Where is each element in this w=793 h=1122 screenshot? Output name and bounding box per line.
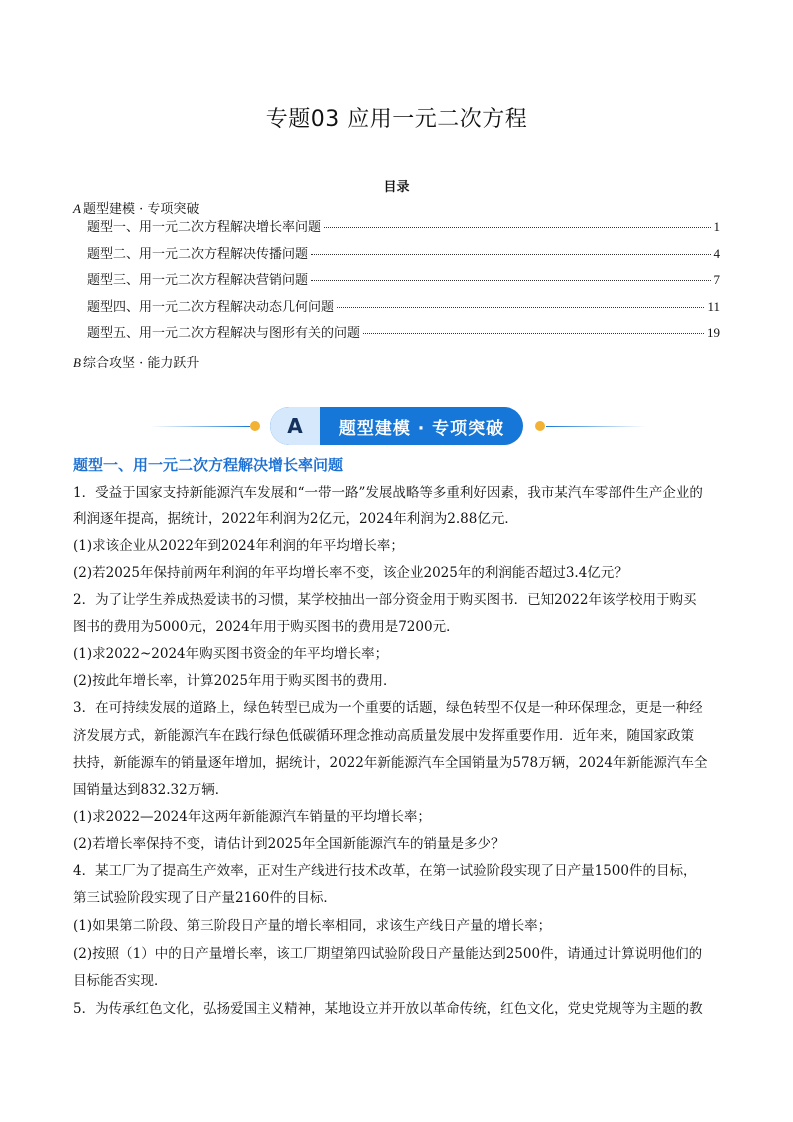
- toc-item-page: 1: [713, 219, 720, 234]
- toc-item[interactable]: [87, 243, 720, 263]
- problem-line: 第三试验阶段实现了日产量2160件的目标．: [73, 890, 337, 906]
- problem-line: 4．某工厂为了提高生产效率，正对生产线进行技术改革，在第一试验阶段实现了日产量1500件的目标，: [73, 863, 697, 879]
- banner-letter: A: [270, 407, 320, 445]
- toc-item[interactable]: [87, 322, 720, 342]
- problem-line: (1)求2022—2024年这两年新能源汽车销量的平均增长率；: [73, 809, 431, 825]
- toc-item-page: 11: [707, 299, 720, 314]
- problem-line: (1)求2022~2024年购买图书资金的年平均增长率；: [73, 646, 389, 662]
- toc-section-b-letter: B: [73, 355, 81, 370]
- toc-leader-dots: [311, 254, 710, 255]
- banner-right-dot: [535, 421, 545, 431]
- banner-pill: [270, 407, 523, 445]
- problem-line: 5．为传承红色文化，弘扬爱国主义精神，某地设立并开放以革命传统，红色文化，党史党规等为主题的教: [73, 1001, 703, 1017]
- toc-section-a-letter: A: [73, 201, 81, 216]
- toc-item-label: 题型二、用一元二次方程解决传播问题: [87, 247, 309, 262]
- page-title: 专题03 应用一元二次方程: [265, 107, 528, 132]
- problem-line: (2)按照（1）中的日产量增长率，该工厂期望第四试验阶段日产量能达到2500件，请通过计算说明他们的: [73, 946, 703, 962]
- problem-line: 扶持，新能源车的销量逐年增加，据统计，2022年新能源汽车全国销量为578万辆，2024年新能源汽车全: [73, 755, 708, 771]
- problem-line: 国销量达到832.32万辆．: [73, 782, 229, 798]
- toc-leader-dots: [337, 307, 704, 308]
- toc-section-a-text: 题型建模 · 专项突破: [82, 202, 200, 217]
- banner-text: 题型建模 · 专项突破: [338, 418, 505, 439]
- toc-item-label: 题型三、用一元二次方程解决营销问题: [87, 273, 309, 288]
- problem-line: (2)若增长率保持不变，请估计到2025年全国新能源汽车的销量是多少？: [73, 836, 505, 852]
- problem-line: 济发展方式，新能源汽车在践行绿色低碳循环理念推动高质量发展中发挥重要作用．近年来，随国家政策: [73, 728, 694, 744]
- toc-section-a[interactable]: [73, 198, 199, 217]
- banner-left-line: [150, 426, 250, 427]
- toc-item-label: 题型四、用一元二次方程解决动态几何问题: [87, 300, 335, 315]
- toc-heading: 目录: [383, 180, 410, 195]
- problem-line: 3．在可持续发展的道路上，绿色转型已成为一个重要的话题，绿色转型不仅是一种环保理念，更是一种经: [73, 700, 703, 716]
- toc-item-page: 4: [713, 246, 720, 261]
- problem-line: (1)如果第二阶段、第三阶段日产量的增长率相同，求该生产线日产量的增长率；: [73, 918, 552, 934]
- section-banner: [0, 404, 793, 448]
- problem-line: (2)按此年增长率，计算2025年用于购买图书的费用．: [73, 673, 397, 689]
- toc-leader-dots: [363, 333, 704, 334]
- toc-item-page: 19: [707, 325, 720, 340]
- toc-item-page: 7: [713, 272, 720, 287]
- banner-left-dot: [250, 421, 260, 431]
- toc-item-label: 题型一、用一元二次方程解决增长率问题: [87, 220, 322, 235]
- toc-item[interactable]: [87, 216, 720, 236]
- banner-right-line: [546, 426, 646, 427]
- problem-line: 图书的费用为5000元，2024年用于购买图书的费用是7200元．: [73, 619, 460, 635]
- toc-section-b[interactable]: [73, 352, 199, 371]
- section-title: 题型一、用一元二次方程解决增长率问题: [73, 456, 344, 474]
- toc-section-b-text: 综合攻坚 · 能力跃升: [82, 356, 200, 371]
- problem-line: (1)求该企业从2022年到2024年利润的年平均增长率；: [73, 538, 404, 554]
- toc-item-label: 题型五、用一元二次方程解决与图形有关的问题: [87, 326, 361, 341]
- problem-line: (2)若2025年保持前两年利润的年平均增长率不变，该企业2025年的利润能否超过3.4亿元？: [73, 565, 628, 581]
- toc-leader-dots: [311, 280, 710, 281]
- problem-line: 利润逐年提高，据统计，2022年利润为2亿元，2024年利润为2.88亿元．: [73, 511, 518, 527]
- problem-line: 1．受益于国家支持新能源汽车发展和“一带一路”发展战略等多重利好因素，我市某汽车零部件生产企业的: [73, 485, 703, 501]
- problem-line: 2．为了让学生养成热爱读书的习惯，某学校抽出一部分资金用于购买图书．已知2022年该学校用于购买: [73, 592, 697, 608]
- problem-line: 目标能否实现．: [73, 973, 168, 989]
- toc-item[interactable]: [87, 296, 720, 316]
- toc-leader-dots: [324, 227, 710, 228]
- toc-item[interactable]: [87, 269, 720, 289]
